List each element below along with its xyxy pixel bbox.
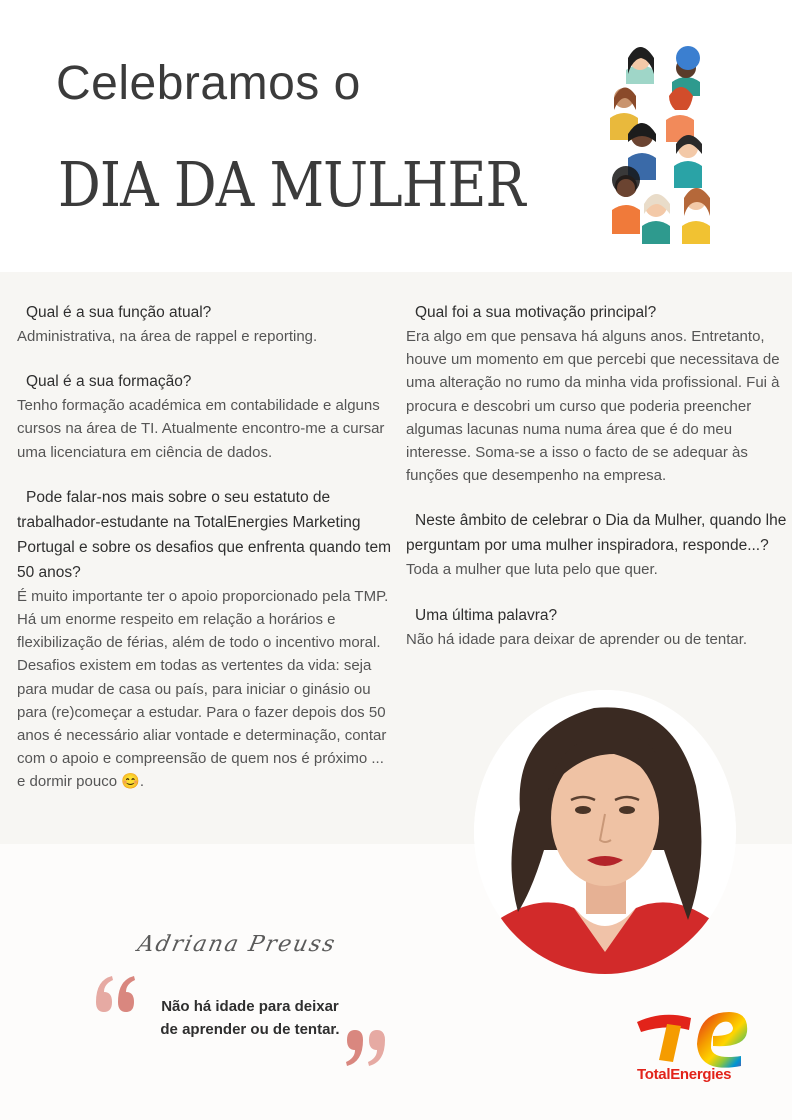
left-column: [17, 300, 392, 794]
quote-text: [150, 995, 350, 1041]
question-last-word: Uma última palavra?: [415, 606, 558, 624]
question-student-status: Pode falar-nos mais sobre o seu estatuto de trabalhador-estudante na TotalEnergies Marketing Portugal e sobre os desafios que enfrenta quando tem 50 anos?: [17, 488, 391, 581]
answer-role: Administrativa, na área de rappel e reporting.: [17, 328, 318, 345]
answer-motivation: Era algo em que pensava há alguns anos. Entretanto, houve um momento em que percebi que necessitava de uma alteração no rumo da minha vida profissional. Fui à procura e descobri um curso que poderia preencher algumas lacunas numa numa área que é do meu interesse. Soma-se a isso o facto de se adequar às funções que desempenho na empresa.: [406, 328, 780, 485]
totalenergies-logo-text: TotalEnergies: [637, 1066, 732, 1083]
signature: Adriana Preuss: [135, 932, 339, 957]
question-role: Qual é a sua função atual?: [26, 304, 212, 321]
title-line-2: DIA DA MULHER: [58, 148, 525, 221]
quote-close-icon: [341, 1024, 389, 1070]
quote-open-icon: [92, 972, 140, 1018]
answer-last-word: Não há idade para deixar de aprender ou de tentar.: [406, 630, 748, 648]
right-column: [406, 300, 788, 651]
answer-inspiring-woman: Toda a mulher que luta pelo que quer.: [406, 561, 658, 579]
question-motivation: Qual foi a sua motivação principal?: [415, 304, 657, 321]
quote-line-2: de aprender ou de tentar.: [160, 1021, 340, 1038]
answer-education: Tenho formação académica em contabilidade e alguns cursos na área de TI. Atualmente encontro-me a cursar uma licenciatura em ciência de dados.: [17, 397, 385, 461]
question-inspiring-woman: Neste âmbito de celebrar o Dia da Mulher, quando lhe perguntam por uma mulher inspiradora, responde...?: [406, 512, 787, 555]
question-education: Qual é a sua formação?: [26, 373, 192, 391]
women-group-illustration: [606, 40, 720, 244]
answer-student-challenges: Desafios existem em todas as vertentes da vida: seja para mudar de casa ou país, para iniciar o ginásio ou para (re)começar a estudar. Para o fazer depois dos 50 anos é necessário aliar vontade e determinação, contar com o apoio e compreensão de quem nos é próximo ... e dormir pouco 😊.: [17, 657, 387, 791]
title-line-1: Celebramos o: [56, 57, 361, 110]
portrait-photo: [474, 690, 736, 974]
quote-line-1: Não há idade para deixar: [161, 998, 339, 1015]
answer-student-status: É muito importante ter o apoio proporcionado pela TMP. Há um enorme respeito em relação a horários e flexibilização de férias, além de todo o incentivo moral.: [17, 587, 389, 652]
